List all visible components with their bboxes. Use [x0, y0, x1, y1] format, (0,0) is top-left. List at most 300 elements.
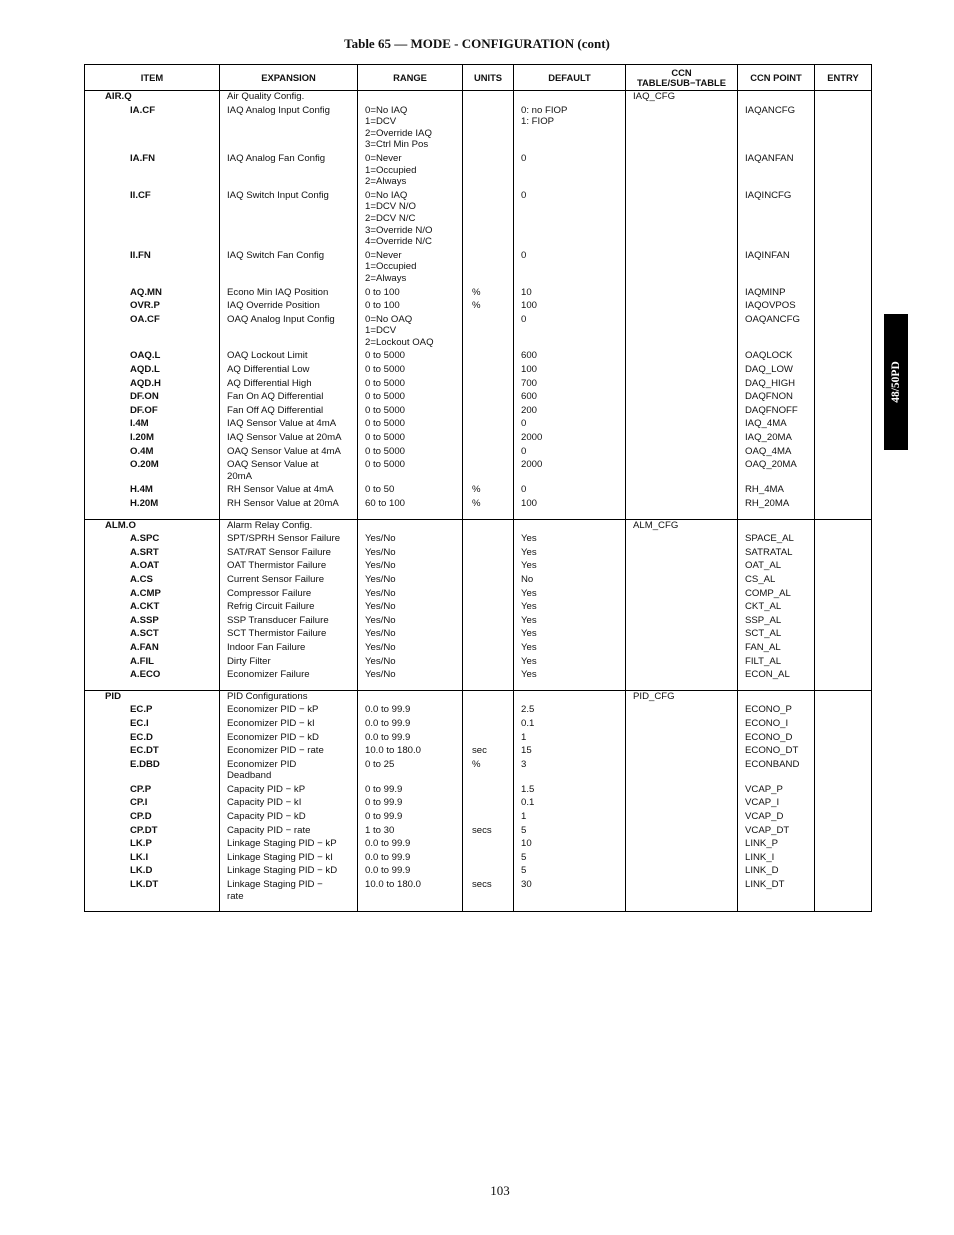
range-cell: 0 to 99.9 [358, 810, 463, 824]
default-cell: Yes [514, 600, 626, 614]
ccn-point-cell: OAQ_4MA [738, 445, 815, 459]
expansion-cell: Fan On AQ Differential [220, 390, 358, 404]
item-cell: IA.CF [85, 104, 220, 152]
default-cell: 100 [514, 299, 626, 313]
expansion-cell: OAQ Sensor Value at 20mA [220, 458, 358, 483]
entry-cell [815, 703, 872, 717]
units-cell: % [463, 299, 514, 313]
ccn-point-cell: SATRATAL [738, 546, 815, 560]
ccn-table-cell [626, 249, 738, 286]
ccn-point-cell [738, 519, 815, 532]
expansion-cell: IAQ Override Position [220, 299, 358, 313]
range-cell: 0 to 100 [358, 299, 463, 313]
table-row [85, 313, 872, 350]
units-cell [463, 731, 514, 745]
ccn-point-cell: CKT_AL [738, 600, 815, 614]
ccn-point-cell: LINK_P [738, 837, 815, 851]
header-units: UNITS [463, 65, 514, 91]
item-cell: AQD.L [85, 363, 220, 377]
ccn-point-cell: IAQINFAN [738, 249, 815, 286]
range-cell [358, 519, 463, 532]
ccn-table-cell [626, 837, 738, 851]
default-cell: Yes [514, 655, 626, 669]
ccn-table-cell [626, 445, 738, 459]
ccn-point-cell: DAQ_LOW [738, 363, 815, 377]
entry-cell [815, 668, 872, 690]
units-cell [463, 519, 514, 532]
expansion-cell: Fan Off AQ Differential [220, 404, 358, 418]
item-cell: A.OAT [85, 559, 220, 573]
expansion-cell: Linkage Staging PID − kD [220, 864, 358, 878]
expansion-cell: AQ Differential Low [220, 363, 358, 377]
units-cell [463, 668, 514, 690]
ccn-table-cell: ALM_CFG [626, 519, 738, 532]
range-cell: 0=Never 1=Occupied 2=Always [358, 249, 463, 286]
default-cell: No [514, 573, 626, 587]
header-entry: ENTRY [815, 65, 872, 91]
entry-cell [815, 864, 872, 878]
item-cell: A.SSP [85, 614, 220, 628]
table-row [85, 717, 872, 731]
units-cell [463, 404, 514, 418]
units-cell [463, 837, 514, 851]
header-row [85, 65, 872, 91]
range-cell: 0 to 25 [358, 758, 463, 783]
range-cell: Yes/No [358, 627, 463, 641]
table-row [85, 299, 872, 313]
ccn-table-cell: IAQ_CFG [626, 91, 738, 104]
item-cell: DF.OF [85, 404, 220, 418]
table-row [85, 878, 872, 912]
expansion-cell: Linkage Staging PID − kP [220, 837, 358, 851]
entry-cell [815, 404, 872, 418]
expansion-cell: Indoor Fan Failure [220, 641, 358, 655]
range-cell: 0 to 50 [358, 483, 463, 497]
header-item: ITEM [85, 65, 220, 91]
units-cell [463, 796, 514, 810]
table-group-row [85, 519, 872, 532]
item-cell: H.4M [85, 483, 220, 497]
default-cell: Yes [514, 559, 626, 573]
expansion-cell: Economizer PID Deadband [220, 758, 358, 783]
ccn-table-cell [626, 641, 738, 655]
units-cell [463, 377, 514, 391]
expansion-cell: Economizer PID − rate [220, 744, 358, 758]
item-cell: II.CF [85, 189, 220, 249]
item-cell: A.FIL [85, 655, 220, 669]
range-cell: Yes/No [358, 546, 463, 560]
item-cell: AIR.Q [85, 91, 220, 104]
default-cell: 1 [514, 731, 626, 745]
table-row [85, 641, 872, 655]
range-cell: 0 to 5000 [358, 417, 463, 431]
default-cell: 10 [514, 286, 626, 300]
range-cell: Yes/No [358, 600, 463, 614]
entry-cell [815, 249, 872, 286]
units-cell: % [463, 483, 514, 497]
entry-cell [815, 655, 872, 669]
ccn-point-cell: IAQANFAN [738, 152, 815, 189]
expansion-cell: IAQ Sensor Value at 20mA [220, 431, 358, 445]
range-cell: 0 to 5000 [358, 349, 463, 363]
range-cell: 0 to 5000 [358, 363, 463, 377]
item-cell: EC.I [85, 717, 220, 731]
units-cell [463, 655, 514, 669]
table-row [85, 189, 872, 249]
range-cell: 0.0 to 99.9 [358, 864, 463, 878]
ccn-table-cell [626, 497, 738, 519]
ccn-point-cell: CS_AL [738, 573, 815, 587]
default-cell: 700 [514, 377, 626, 391]
range-cell: 0.0 to 99.9 [358, 731, 463, 745]
item-cell: H.20M [85, 497, 220, 519]
table-row [85, 587, 872, 601]
default-cell: 5 [514, 851, 626, 865]
entry-cell [815, 313, 872, 350]
table-row [85, 390, 872, 404]
item-cell: A.ECO [85, 668, 220, 690]
ccn-table-cell [626, 573, 738, 587]
ccn-table-cell [626, 152, 738, 189]
range-cell: Yes/No [358, 668, 463, 690]
units-cell [463, 864, 514, 878]
ccn-point-cell: VCAP_D [738, 810, 815, 824]
table-row [85, 546, 872, 560]
entry-cell [815, 532, 872, 546]
ccn-table-cell [626, 546, 738, 560]
item-cell: CP.I [85, 796, 220, 810]
default-cell: 3 [514, 758, 626, 783]
table-row [85, 349, 872, 363]
units-cell [463, 91, 514, 104]
entry-cell [815, 152, 872, 189]
default-cell: Yes [514, 614, 626, 628]
units-cell [463, 627, 514, 641]
expansion-cell: IAQ Analog Input Config [220, 104, 358, 152]
ccn-table-cell [626, 810, 738, 824]
default-cell: 0.1 [514, 717, 626, 731]
expansion-cell: Linkage Staging PID − kI [220, 851, 358, 865]
ccn-point-cell: LINK_I [738, 851, 815, 865]
expansion-cell: Refrig Circuit Failure [220, 600, 358, 614]
units-cell [463, 417, 514, 431]
expansion-cell: RH Sensor Value at 20mA [220, 497, 358, 519]
default-cell: 0 [514, 445, 626, 459]
ccn-table-cell [626, 286, 738, 300]
table-row [85, 286, 872, 300]
table-row [85, 627, 872, 641]
expansion-cell: AQ Differential High [220, 377, 358, 391]
item-cell: LK.DT [85, 878, 220, 912]
expansion-cell: Economizer PID − kI [220, 717, 358, 731]
header-ccn-table-label: CCN TABLE/SUB−TABLE [637, 66, 726, 88]
item-cell: CP.DT [85, 824, 220, 838]
default-cell: 1.5 [514, 783, 626, 797]
ccn-table-cell [626, 313, 738, 350]
item-cell: EC.P [85, 703, 220, 717]
expansion-cell: Linkage Staging PID − rate [220, 878, 358, 912]
table-row [85, 600, 872, 614]
units-cell [463, 349, 514, 363]
entry-cell [815, 546, 872, 560]
item-cell: A.SCT [85, 627, 220, 641]
ccn-table-cell: PID_CFG [626, 690, 738, 703]
units-cell [463, 104, 514, 152]
entry-cell [815, 519, 872, 532]
entry-cell [815, 390, 872, 404]
ccn-point-cell: VCAP_P [738, 783, 815, 797]
ccn-point-cell: IAQ_20MA [738, 431, 815, 445]
default-cell: 0 [514, 417, 626, 431]
range-cell: Yes/No [358, 655, 463, 669]
ccn-point-cell: ECONO_D [738, 731, 815, 745]
table-row [85, 404, 872, 418]
item-cell: E.DBD [85, 758, 220, 783]
ccn-table-cell [626, 731, 738, 745]
range-cell: 0 to 5000 [358, 445, 463, 459]
entry-cell [815, 559, 872, 573]
units-cell [463, 641, 514, 655]
default-cell [514, 91, 626, 104]
ccn-point-cell: SSP_AL [738, 614, 815, 628]
ccn-point-cell [738, 690, 815, 703]
expansion-cell: Capacity PID − rate [220, 824, 358, 838]
default-cell: 200 [514, 404, 626, 418]
units-cell [463, 783, 514, 797]
ccn-point-cell: SPACE_AL [738, 532, 815, 546]
expansion-cell: OAQ Analog Input Config [220, 313, 358, 350]
expansion-cell: IAQ Switch Fan Config [220, 249, 358, 286]
ccn-table-cell [626, 458, 738, 483]
item-cell: A.FAN [85, 641, 220, 655]
range-cell: 0 to 99.9 [358, 783, 463, 797]
item-cell: I.4M [85, 417, 220, 431]
ccn-point-cell: ECONO_I [738, 717, 815, 731]
ccn-table-cell [626, 614, 738, 628]
ccn-table-cell [626, 349, 738, 363]
default-cell: 5 [514, 864, 626, 878]
units-cell [463, 810, 514, 824]
ccn-point-cell: IAQOVPOS [738, 299, 815, 313]
ccn-point-cell: ECONBAND [738, 758, 815, 783]
item-cell: I.20M [85, 431, 220, 445]
entry-cell [815, 731, 872, 745]
default-cell: 0 [514, 189, 626, 249]
range-cell: 10.0 to 180.0 [358, 744, 463, 758]
units-cell: % [463, 497, 514, 519]
item-cell: LK.P [85, 837, 220, 851]
entry-cell [815, 573, 872, 587]
item-cell: EC.D [85, 731, 220, 745]
entry-cell [815, 758, 872, 783]
ccn-point-cell: OAQ_20MA [738, 458, 815, 483]
ccn-table-cell [626, 796, 738, 810]
ccn-point-cell: ECONO_DT [738, 744, 815, 758]
item-cell: DF.ON [85, 390, 220, 404]
entry-cell [815, 878, 872, 912]
default-cell: Yes [514, 641, 626, 655]
range-cell: Yes/No [358, 559, 463, 573]
table-row [85, 377, 872, 391]
range-cell: Yes/No [358, 614, 463, 628]
default-cell: 0.1 [514, 796, 626, 810]
ccn-table-cell [626, 104, 738, 152]
entry-cell [815, 824, 872, 838]
expansion-cell: Economizer PID − kP [220, 703, 358, 717]
range-cell: 0.0 to 99.9 [358, 837, 463, 851]
ccn-table-cell [626, 655, 738, 669]
units-cell [463, 614, 514, 628]
range-cell: 0.0 to 99.9 [358, 717, 463, 731]
expansion-cell: IAQ Switch Input Config [220, 189, 358, 249]
default-cell: 15 [514, 744, 626, 758]
ccn-table-cell [626, 783, 738, 797]
side-tab-label: 48/50PD [890, 361, 902, 403]
expansion-cell: OAQ Sensor Value at 4mA [220, 445, 358, 459]
ccn-table-cell [626, 744, 738, 758]
default-cell [514, 519, 626, 532]
ccn-point-cell: DAQ_HIGH [738, 377, 815, 391]
ccn-point-cell: FAN_AL [738, 641, 815, 655]
header-default: DEFAULT [514, 65, 626, 91]
table-row [85, 796, 872, 810]
table-body [85, 91, 872, 912]
item-cell: LK.I [85, 851, 220, 865]
page-number: 103 [490, 1183, 510, 1198]
ccn-point-cell: COMP_AL [738, 587, 815, 601]
entry-cell [815, 363, 872, 377]
units-cell [463, 717, 514, 731]
expansion-cell: Econo Min IAQ Position [220, 286, 358, 300]
units-cell [463, 390, 514, 404]
item-cell: O.20M [85, 458, 220, 483]
item-cell: A.CMP [85, 587, 220, 601]
table-title: Table 65 — MODE - CONFIGURATION (cont) [344, 36, 610, 51]
entry-cell [815, 299, 872, 313]
range-cell: Yes/No [358, 641, 463, 655]
entry-cell [815, 91, 872, 104]
ccn-table-cell [626, 390, 738, 404]
item-cell: EC.DT [85, 744, 220, 758]
entry-cell [815, 349, 872, 363]
expansion-cell: SCT Thermistor Failure [220, 627, 358, 641]
item-cell: A.CKT [85, 600, 220, 614]
expansion-cell: IAQ Sensor Value at 4mA [220, 417, 358, 431]
ccn-table-cell [626, 851, 738, 865]
range-cell: 60 to 100 [358, 497, 463, 519]
table-row [85, 731, 872, 745]
entry-cell [815, 377, 872, 391]
default-cell: 100 [514, 363, 626, 377]
ccn-point-cell: OAQLOCK [738, 349, 815, 363]
ccn-point-cell: FILT_AL [738, 655, 815, 669]
item-cell: ALM.O [85, 519, 220, 532]
table-group-row [85, 91, 872, 104]
default-cell: 10 [514, 837, 626, 851]
entry-cell [815, 286, 872, 300]
table-row [85, 497, 872, 519]
table-row [85, 152, 872, 189]
units-cell: % [463, 758, 514, 783]
table-row [85, 851, 872, 865]
table-row [85, 703, 872, 717]
range-cell: Yes/No [358, 587, 463, 601]
table-row [85, 249, 872, 286]
ccn-point-cell: LINK_D [738, 864, 815, 878]
ccn-table-cell [626, 627, 738, 641]
table-row [85, 363, 872, 377]
item-cell: A.SRT [85, 546, 220, 560]
table-row [85, 864, 872, 878]
units-cell [463, 851, 514, 865]
ccn-table-cell [626, 189, 738, 249]
expansion-cell: PID Configurations [220, 690, 358, 703]
units-cell [463, 559, 514, 573]
ccn-point-cell: DAQFNON [738, 390, 815, 404]
units-cell: sec [463, 744, 514, 758]
entry-cell [815, 445, 872, 459]
default-cell [514, 690, 626, 703]
entry-cell [815, 810, 872, 824]
item-cell: OA.CF [85, 313, 220, 350]
units-cell [463, 249, 514, 286]
item-cell: O.4M [85, 445, 220, 459]
default-cell: Yes [514, 627, 626, 641]
default-cell: Yes [514, 532, 626, 546]
range-cell: 0 to 100 [358, 286, 463, 300]
default-cell: 5 [514, 824, 626, 838]
side-tab [884, 314, 908, 450]
default-cell: 600 [514, 390, 626, 404]
table-row [85, 104, 872, 152]
entry-cell [815, 189, 872, 249]
expansion-cell: Dirty Filter [220, 655, 358, 669]
configuration-table [84, 64, 872, 912]
table-row [85, 417, 872, 431]
units-cell [463, 458, 514, 483]
default-cell: Yes [514, 587, 626, 601]
item-cell: II.FN [85, 249, 220, 286]
entry-cell [815, 783, 872, 797]
units-cell: secs [463, 878, 514, 912]
default-cell: 0 [514, 152, 626, 189]
expansion-cell: OAQ Lockout Limit [220, 349, 358, 363]
expansion-cell: SSP Transducer Failure [220, 614, 358, 628]
ccn-point-cell: SCT_AL [738, 627, 815, 641]
units-cell [463, 532, 514, 546]
range-cell [358, 690, 463, 703]
expansion-cell: SPT/SPRH Sensor Failure [220, 532, 358, 546]
entry-cell [815, 627, 872, 641]
expansion-cell: Capacity PID − kP [220, 783, 358, 797]
ccn-point-cell: IAQANCFG [738, 104, 815, 152]
ccn-table-cell [626, 668, 738, 690]
range-cell: 0.0 to 99.9 [358, 703, 463, 717]
entry-cell [815, 497, 872, 519]
expansion-cell: Alarm Relay Config. [220, 519, 358, 532]
item-cell: PID [85, 690, 220, 703]
default-cell: 100 [514, 497, 626, 519]
entry-cell [815, 587, 872, 601]
expansion-cell: RH Sensor Value at 4mA [220, 483, 358, 497]
default-cell: 2000 [514, 458, 626, 483]
expansion-cell: OAT Thermistor Failure [220, 559, 358, 573]
table-row [85, 758, 872, 783]
ccn-point-cell: IAQMINP [738, 286, 815, 300]
item-cell: IA.FN [85, 152, 220, 189]
range-cell: 0 to 99.9 [358, 796, 463, 810]
units-cell [463, 546, 514, 560]
